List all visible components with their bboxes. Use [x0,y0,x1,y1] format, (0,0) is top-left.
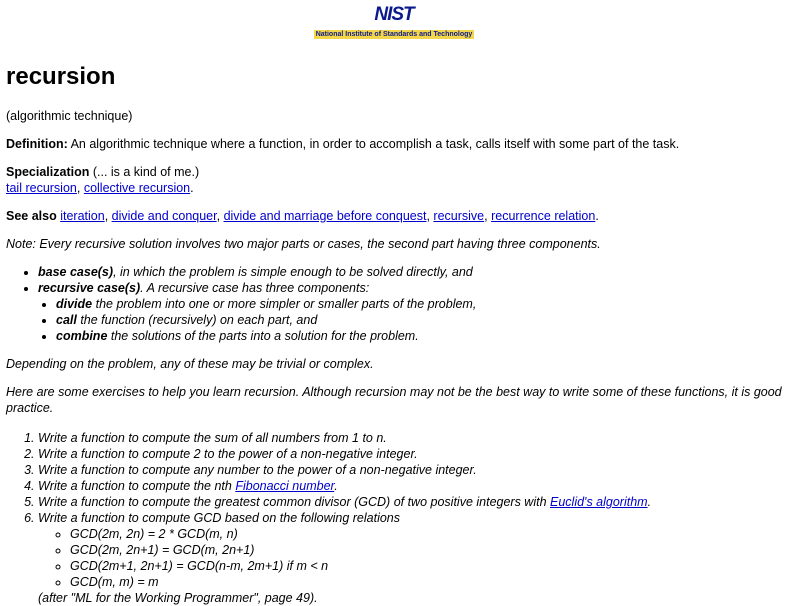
list-item [56,312,782,328]
exercise-text: . [334,479,338,493]
list-item [56,296,782,312]
component-bold: call [56,313,77,327]
gcd-relations [38,526,782,590]
list-item [38,494,782,510]
list-item: ◦ GCD(2m, 2n) = 2 * GCD(m, n) [70,526,782,542]
link-divide-and-marriage[interactable]: divide and marriage before conquest [223,209,427,223]
list-item [56,328,782,344]
term-kind: (algorithmic technique) [6,109,133,123]
definition [6,136,782,152]
link-fibonacci-number[interactable]: Fibonacci number [235,479,335,493]
case-text: . A recursive case has three components: [140,281,370,295]
component-text: the function (recursively) on each part, and [76,313,318,327]
exercise-text: Write a function to compute the nth [38,479,236,493]
component-bold: divide [56,297,93,311]
exercises-intro: Here are some exercises to help you learn recursion. Although recursion may not be the best way to write some of these functions, it is good practice. [6,385,782,415]
link-collective-recursion[interactable]: collective recursion [83,181,191,195]
specialization-note: (... is a kind of me.) [89,165,200,179]
list-item [38,510,782,606]
component-bold: combine [56,329,108,343]
list-item: ◦ GCD(2m+1, 2n+1) = GCD(n-m, 2m+1) if m < n [70,558,782,574]
definition-text: An algorithmic technique where a function, in order to accomplish a task, calls itself with some part of the task. [67,137,680,151]
link-divide-and-conquer[interactable]: divide and conquer [111,209,217,223]
cases-list [6,264,782,344]
link-recurrence-relation[interactable]: recurrence relation [491,209,596,223]
specialization-label: Specialization [6,165,90,179]
exercises-list [6,430,782,606]
link-recursive[interactable]: recursive [433,209,485,223]
case-bold: recursive case(s) [38,281,141,295]
list-item: ◦ GCD(2m, 2n+1) = GCD(m, 2n+1) [70,542,782,558]
list-item: 2. Write a function to compute 2 to the power of a non-negative integer. [38,446,782,462]
page-title: recursion [6,63,116,90]
see-also: See also iteration, divide and conquer, divide and marriage before conquest, recursive, recurrence relation. [6,209,599,223]
list-item [38,280,782,344]
depending-note: Depending on the problem, any of these may be trivial or complex. [6,357,374,371]
specialization: Specialization (... is a kind of me.) tail recursion, collective recursion. [6,165,200,195]
list-item: ◦ GCD(m, m) = m [70,574,782,590]
list-item [38,478,782,494]
definition-label: Definition: [6,137,68,151]
component-text: the problem into one or more simpler or smaller parts of the problem, [92,297,477,311]
case-text: , in which the problem is simple enough to be solved directly, and [113,265,473,279]
exercise-text: Write a function to compute GCD based on the following relations [38,511,400,525]
case-bold: base case(s) [38,265,114,279]
nist-logo-mark: NIST [374,4,414,25]
nist-logo-subtitle: National Institute of Standards and Technology [315,31,473,38]
see-also-label: See also [6,209,57,223]
component-text: the solutions of the parts into a solution for the problem. [107,329,419,343]
list-item: 1. Write a function to compute the sum of all numbers from 1 to n. [38,430,782,446]
source-note: (after "ML for the Working Programmer", page 49). [38,591,318,605]
exercise-text: Write a function to compute the greatest common divisor (GCD) of two positive integers with [38,495,551,509]
nist-logo[interactable] [6,0,782,36]
components-list [38,296,782,344]
note: Note: Every recursive solution involves two major parts or cases, the second part having three components. [6,237,601,251]
link-euclids-algorithm[interactable]: Euclid's algorithm [550,495,648,509]
link-iteration[interactable]: iteration [60,209,105,223]
link-tail-recursion[interactable]: tail recursion [6,181,77,195]
exercise-text: . [647,495,652,509]
list-item: 3. Write a function to compute any number to the power of a non-negative integer. [38,462,782,478]
list-item [38,264,782,280]
